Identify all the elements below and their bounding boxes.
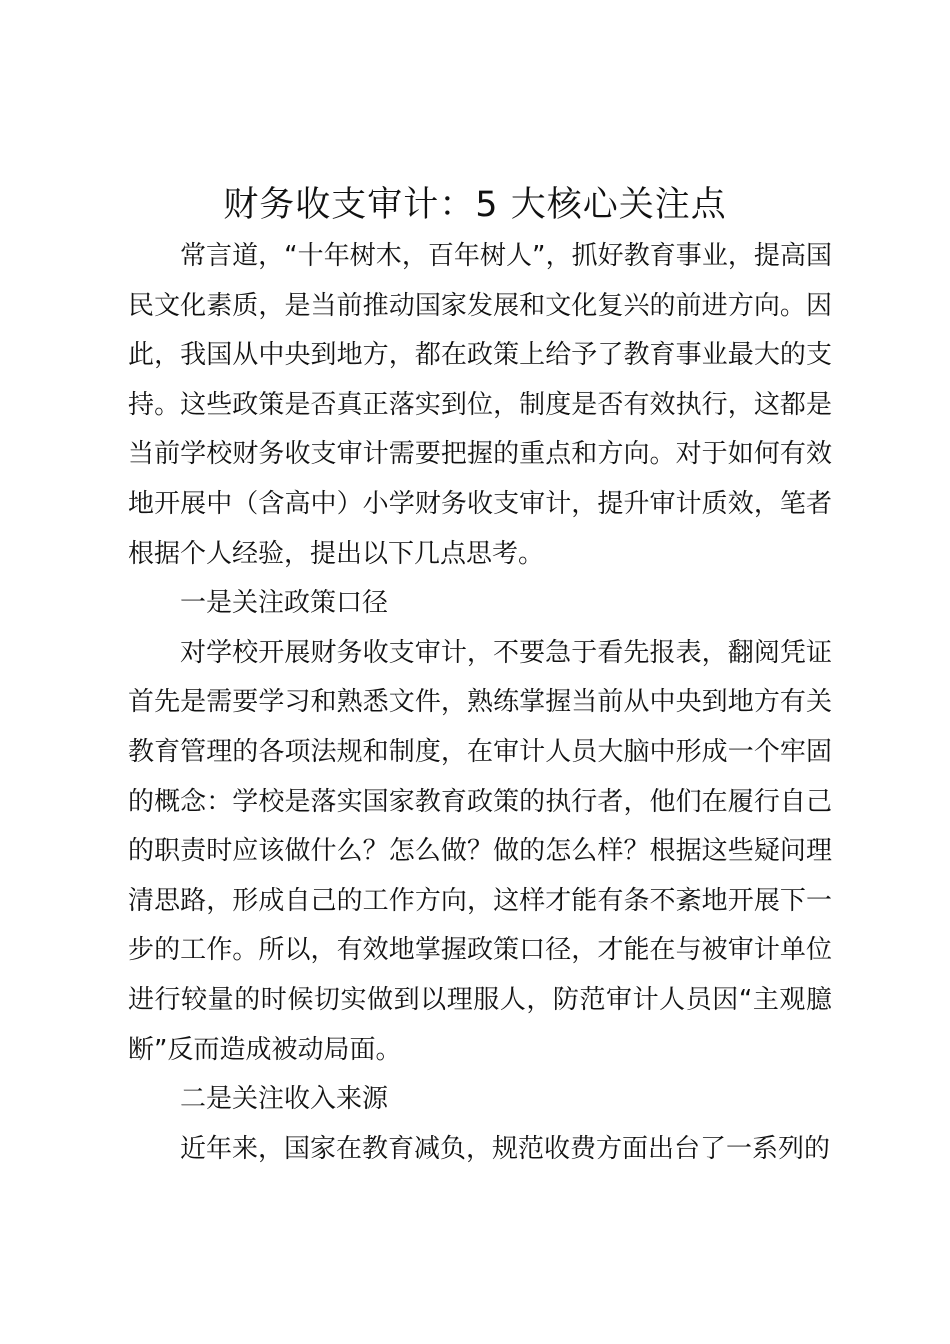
document-body (128, 232, 832, 1174)
income-paragraph: 近年来，国家在教育减负，规范收费方面出台了一系列的 (180, 1133, 831, 1164)
policy-paragraph: 对学校开展财务收支审计，不要急于看先报表，翻阅凭证首先是需要学习和熟悉文件，熟练掌握当前从中央到地方有关教育管理的各项法规和制度，在审计人员大脑中形成一个牢固的概念：学校是落实国家教育政策的执行者，他们在履行自己的职责时应该做什么？怎么做？做的怎么样？根据这些疑问理清思路，形成自己的工作方向，这样才能有条不紊地开展下一步的工作。所以，有效地掌握政策口径，才能在与被审计单位进行较量的时候切实做到以理服人，防范审计人员因“主观臆断”反而造成被动局面。 (128, 637, 832, 1065)
section-heading-income: 二是关注收入来源 (180, 1084, 389, 1115)
document-title: 财务收支审计：5 大核心关注点 (223, 185, 727, 225)
section-heading-policy: 一是关注政策口径 (180, 588, 389, 619)
intro-paragraph: 常言道，“十年树木，百年树人”，抓好教育事业，提高国民文化素质，是当前推动国家发展和文化复兴的前进方向。因此，我国从中央到地方，都在政策上给予了教育事业最大的支持。这些政策是否真正落实到位，制度是否有效执行，这都是当前学校财务收支审计需要把握的重点和方向。对于如何有效地开展中（含高中）小学财务收支审计，提升审计质效，笔者根据个人经验，提出以下几点思考。 (128, 241, 832, 569)
